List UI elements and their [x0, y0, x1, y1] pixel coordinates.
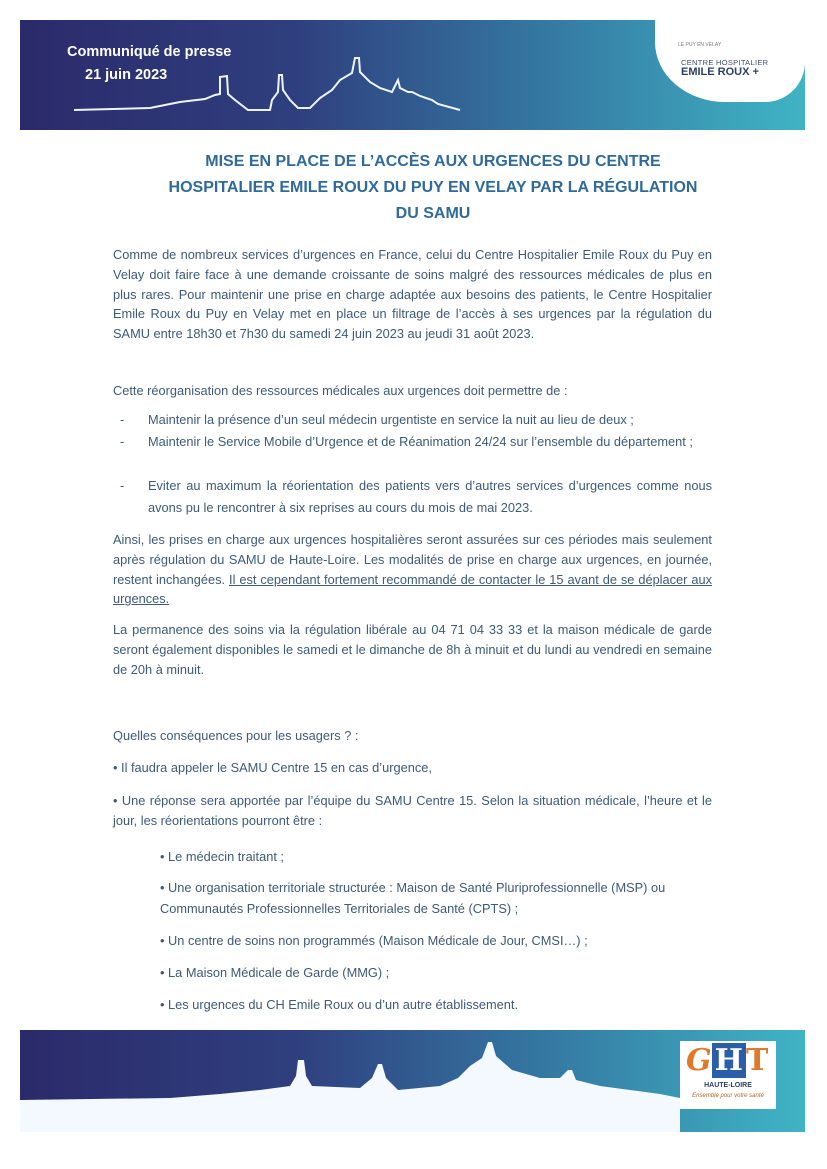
p3-text: Ainsi, les prises en charge aux urgences hospitalières seront assurées sur ces périodes mais seulement après régulation du SAMU de Haute-Loire. Les modalités de prise en charge aux urgences, en journée, restent inchangées. [113, 532, 712, 587]
logo-small-text: LE PUY EN VELAY [678, 42, 722, 48]
ght-logo [680, 1041, 776, 1109]
sub-bullet-item: • Une organisation territoriale structurée : Maison de Santé Pluriprofessionnelle (MSP) ou Communautés Professionnelles Territoriales de Santé (CPTS) ; [160, 880, 666, 916]
bullet-item: • Il faudra appeler le SAMU Centre 15 en cas d’urgence, [113, 760, 432, 775]
list-item-text: Maintenir la présence d’un seul médecin urgentiste en service la nuit au lieu de deux ; [148, 412, 634, 427]
press-release-label: Communiqué de presse [67, 44, 232, 60]
logo-line1: CENTRE HOSPITALIER [681, 58, 769, 67]
list-item [120, 409, 712, 431]
recommendation-underlined: Il est cependant fortement recommandé de contacter le 15 avant de se déplacer aux urgences. [113, 571, 712, 607]
sub-bullet-item: • Les urgences du CH Emile Roux ou d’un autre établissement. [160, 997, 519, 1012]
list-item-text: Eviter au maximum la réorientation des patients vers d’autres services d’urgences comme nous avons pu le rencontrer à six reprises au cours du mois de mai 2023. [148, 478, 712, 515]
press-release-date: 21 juin 2023 [85, 67, 168, 83]
ght-letter-g: G [686, 1043, 712, 1078]
list-item-text: Maintenir le Service Mobile d’Urgence et de Réanimation 24/24 sur l’ensemble du département ; [148, 434, 693, 449]
dash-marker: - [120, 478, 125, 493]
page-title-line2: HOSPITALIER EMILE ROUX DU PUY EN VELAY PAR LA RÉGULATION [168, 179, 698, 196]
ght-tagline: Ensemble pour votre santé [692, 1093, 764, 1099]
list-item [120, 431, 712, 453]
ght-letters [686, 1043, 768, 1078]
ght-subtitle: HAUTE-LOIRE [704, 1082, 752, 1089]
sub-bullet-item: • Un centre de soins non programmés (Maison Médicale de Jour, CMSI…) ; [160, 933, 588, 948]
paragraph-intro: Comme de nombreux services d’urgences en France, celui du Centre Hospitalier Emile Roux du Puy en Velay doit faire face à une demande croissante de soins malgré des ressources médicales de plus en plus rares. Pour maintenir une prise en charge adaptée aux besoins des patients, le Centre Hospitalier Emile Roux du Puy en Velay met en place un filtrage de l’accès à ses urgences par la régulation du SAMU entre 18h30 et 7h30 du samedi 24 juin 2023 au jeudi 31 août 2023. [113, 247, 712, 342]
bullet-item: • Une réponse sera apportée par l’équipe du SAMU Centre 15. Selon la situation médicale, l’heure et le jour, les réorientations pourront être : [113, 793, 712, 828]
logo-line2: EMILE ROUX + [681, 66, 759, 78]
dash-marker: - [120, 412, 125, 427]
page-title-line1: MISE EN PLACE DE L’ACCÈS AUX URGENCES DU CENTRE [205, 153, 661, 170]
sub-bullet-item: • La Maison Médicale de Garde (MMG) ; [160, 965, 390, 980]
list-item [120, 475, 712, 518]
ght-letter-t: T [745, 1043, 769, 1078]
page-title-line3: DU SAMU [395, 205, 471, 222]
ght-letter-h: H [712, 1043, 746, 1078]
dash-marker: - [120, 434, 125, 449]
consequences-heading: Quelles conséquences pour les usagers ? : [113, 728, 359, 743]
sub-bullet-item: • Le médecin traitant ; [160, 849, 284, 864]
paragraph-reorganisation: Cette réorganisation des ressources médicales aux urgences doit permettre de : [113, 383, 568, 398]
paragraph-permanence: La permanence des soins via la régulation libérale au 04 71 04 33 33 et la maison médicale de garde seront également disponibles le samedi et le dimanche de 8h à minuit et du lundi au vendredi en semaine de 20h à minuit. [113, 622, 712, 677]
paragraph-prises-en-charge [113, 530, 712, 609]
